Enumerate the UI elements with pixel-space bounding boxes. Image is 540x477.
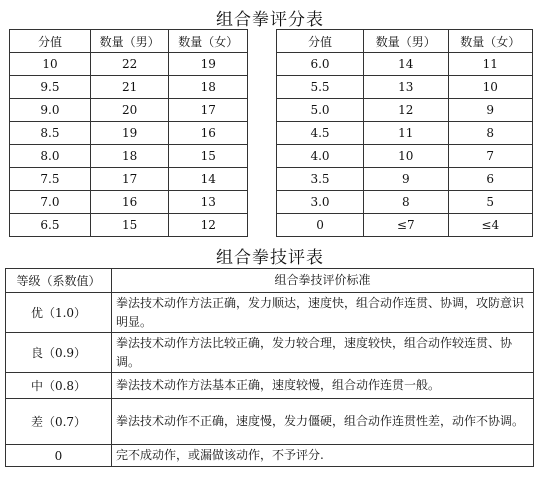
header-score: 分值 bbox=[10, 30, 91, 53]
tech-table-header-row bbox=[6, 269, 534, 293]
grade-cell: 良（0.9） bbox=[6, 333, 112, 373]
score-cell: 4.0 bbox=[277, 145, 364, 168]
header-count-male: 数量（男） bbox=[364, 30, 448, 53]
male-count-cell: 16 bbox=[90, 191, 169, 214]
male-count-cell: 12 bbox=[364, 99, 448, 122]
grade-cell: 中（0.8） bbox=[6, 373, 112, 399]
female-count-cell: 19 bbox=[169, 53, 248, 76]
male-count-cell: ≤7 bbox=[364, 214, 448, 237]
grade-cell: 差（0.7） bbox=[6, 399, 112, 445]
score-cell: 8.5 bbox=[10, 122, 91, 145]
female-count-cell: 7 bbox=[448, 145, 533, 168]
score-cell: 0 bbox=[277, 214, 364, 237]
table-row bbox=[6, 333, 534, 373]
male-count-cell: 20 bbox=[90, 99, 169, 122]
table-row bbox=[277, 214, 533, 237]
female-count-cell: 9 bbox=[448, 99, 533, 122]
male-count-cell: 14 bbox=[364, 53, 448, 76]
male-count-cell: 17 bbox=[90, 168, 169, 191]
table-row bbox=[6, 373, 534, 399]
table-row bbox=[277, 122, 533, 145]
score-table-header-row bbox=[277, 30, 533, 53]
score-cell: 7.0 bbox=[10, 191, 91, 214]
male-count-cell: 22 bbox=[90, 53, 169, 76]
table-row bbox=[277, 99, 533, 122]
table-row bbox=[277, 145, 533, 168]
female-count-cell: 13 bbox=[169, 191, 248, 214]
table-row bbox=[10, 214, 248, 237]
female-count-cell: 6 bbox=[448, 168, 533, 191]
grade-cell: 优（1.0） bbox=[6, 293, 112, 333]
female-count-cell: 8 bbox=[448, 122, 533, 145]
male-count-cell: 9 bbox=[364, 168, 448, 191]
male-count-cell: 8 bbox=[364, 191, 448, 214]
table-row bbox=[10, 122, 248, 145]
score-cell: 3.0 bbox=[277, 191, 364, 214]
score-cell: 5.5 bbox=[277, 76, 364, 99]
table-row bbox=[6, 445, 534, 467]
table-row bbox=[10, 191, 248, 214]
table-row bbox=[277, 76, 533, 99]
criteria-cell: 拳法技术动作方法比较正确，发力较合理，速度较快，组合动作较连贯、协调。 bbox=[112, 333, 534, 373]
tech-table-title: 组合拳技评表 bbox=[216, 248, 324, 268]
grade-cell: 0 bbox=[6, 445, 112, 467]
score-cell: 10 bbox=[10, 53, 91, 76]
female-count-cell: 10 bbox=[448, 76, 533, 99]
score-cell: 3.5 bbox=[277, 168, 364, 191]
header-count-female: 数量（女） bbox=[448, 30, 533, 53]
score-table-left bbox=[9, 29, 248, 237]
score-cell: 5.0 bbox=[277, 99, 364, 122]
female-count-cell: 15 bbox=[169, 145, 248, 168]
header-criteria: 组合拳技评价标准 bbox=[112, 269, 534, 293]
score-cell: 4.5 bbox=[277, 122, 364, 145]
score-table-header-row bbox=[10, 30, 248, 53]
table-row bbox=[10, 145, 248, 168]
tech-evaluation-table bbox=[5, 268, 534, 467]
score-cell: 6.0 bbox=[277, 53, 364, 76]
criteria-cell: 拳法技术动作方法基本正确，速度较慢，组合动作连贯一般。 bbox=[112, 373, 534, 399]
female-count-cell: 16 bbox=[169, 122, 248, 145]
header-grade: 等级（系数值） bbox=[6, 269, 112, 293]
header-score: 分值 bbox=[277, 30, 364, 53]
header-count-female: 数量（女） bbox=[169, 30, 248, 53]
male-count-cell: 15 bbox=[90, 214, 169, 237]
male-count-cell: 18 bbox=[90, 145, 169, 168]
female-count-cell: 17 bbox=[169, 99, 248, 122]
table-row bbox=[10, 76, 248, 99]
male-count-cell: 10 bbox=[364, 145, 448, 168]
female-count-cell: ≤4 bbox=[448, 214, 533, 237]
header-count-male: 数量（男） bbox=[90, 30, 169, 53]
female-count-cell: 11 bbox=[448, 53, 533, 76]
table-row bbox=[277, 191, 533, 214]
male-count-cell: 21 bbox=[90, 76, 169, 99]
score-cell: 7.5 bbox=[10, 168, 91, 191]
table-row bbox=[6, 399, 534, 445]
score-cell: 8.0 bbox=[10, 145, 91, 168]
score-cell: 9.0 bbox=[10, 99, 91, 122]
table-row bbox=[10, 53, 248, 76]
table-row bbox=[10, 99, 248, 122]
female-count-cell: 18 bbox=[169, 76, 248, 99]
male-count-cell: 11 bbox=[364, 122, 448, 145]
male-count-cell: 13 bbox=[364, 76, 448, 99]
score-table-right bbox=[276, 29, 533, 237]
table-row bbox=[277, 168, 533, 191]
table-row bbox=[6, 293, 534, 333]
criteria-cell: 拳法技术动作不正确，速度慢，发力僵硬，组合动作连贯性差，动作不协调。 bbox=[112, 399, 534, 445]
male-count-cell: 19 bbox=[90, 122, 169, 145]
score-cell: 9.5 bbox=[10, 76, 91, 99]
female-count-cell: 14 bbox=[169, 168, 248, 191]
table-row bbox=[277, 53, 533, 76]
female-count-cell: 12 bbox=[169, 214, 248, 237]
criteria-cell: 完不成动作，或漏做该动作，不予评分. bbox=[112, 445, 534, 467]
score-cell: 6.5 bbox=[10, 214, 91, 237]
score-table-title: 组合拳评分表 bbox=[216, 10, 324, 30]
table-row bbox=[10, 168, 248, 191]
female-count-cell: 5 bbox=[448, 191, 533, 214]
criteria-cell: 拳法技术动作方法正确，发力顺达，速度快，组合动作连贯、协调，攻防意识明显。 bbox=[112, 293, 534, 333]
